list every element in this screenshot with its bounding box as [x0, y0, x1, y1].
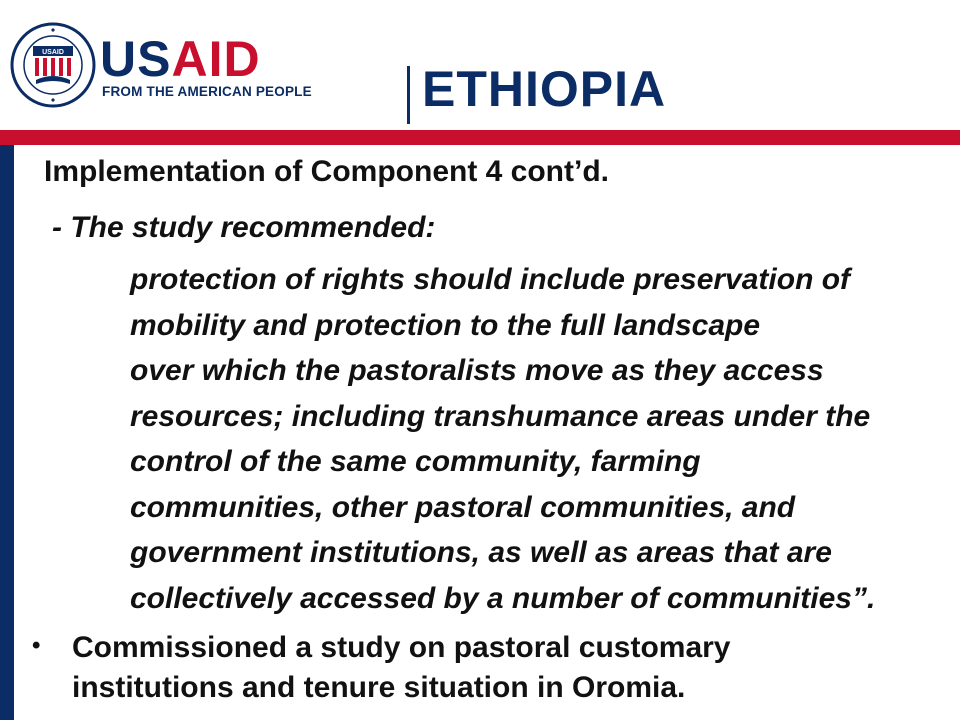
logo-divider: [407, 66, 410, 124]
bullet-marker: •: [32, 632, 41, 659]
usaid-seal-icon: [10, 22, 96, 108]
quote-line: government institutions, as well as areas that are: [130, 536, 832, 569]
slide-subheading: - The study recommended:: [52, 211, 436, 244]
slide-body: [0, 145, 960, 720]
quote-line: resources; including transhumance areas under the: [130, 399, 871, 433]
wordmark-aid: AID: [171, 31, 261, 87]
quote-line: over which the pastoralists move as they access: [130, 354, 824, 387]
country-name: ETHIOPIA: [422, 61, 667, 117]
logo-tagline: FROM THE AMERICAN PEOPLE: [102, 84, 312, 99]
quote-line: collectively accessed by a number of communities”.: [130, 581, 876, 615]
slide-heading: Implementation of Component 4 cont’d.: [44, 155, 609, 188]
quote-line: communities, other pastoral communities, and: [130, 490, 796, 524]
quote-line: mobility and protection to the full landscape: [130, 308, 761, 342]
wordmark-us: US: [100, 31, 172, 87]
bullet-line: Commissioned a study on pastoral customary: [72, 631, 731, 664]
seal-badge-text: USAID: [42, 49, 64, 56]
recommendation-quote: [130, 257, 930, 621]
bullet-line: institutions and tenure situation in Oromia.: [72, 671, 686, 704]
usaid-wordmark: [100, 30, 261, 88]
quote-line: control of the same community, farming: [130, 445, 701, 478]
quote-line: protection of rights should include preservation of: [130, 263, 851, 296]
bullet-text: [72, 628, 731, 708]
header-red-rule: [0, 130, 960, 145]
slide-header: [0, 0, 960, 130]
